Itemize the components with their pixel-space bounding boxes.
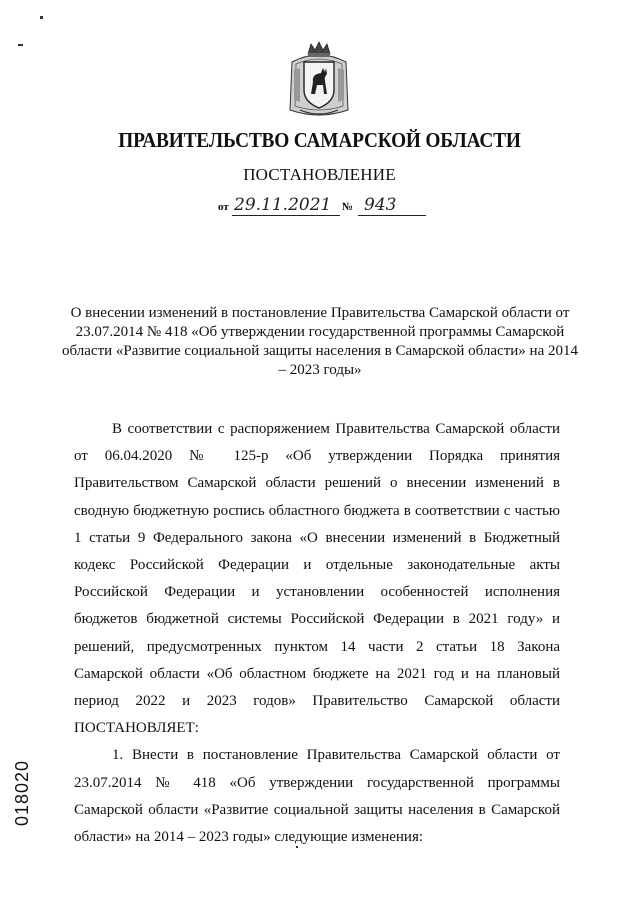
decree-title: ПОСТАНОВЛЕНИЕ xyxy=(243,165,396,184)
body-paragraph: В соответствии с распоряжением Правительства Самарской области от 06.04.2020 № 125-р «Об утверждении Порядка принятия Правительством Самарской области решений о внесении изменений в сводную бюджетную роспись областного бюджета в соответствии с частью 1 статьи 9 Федерального закона «О внесении изменений в Бюджетный кодекс Российской Федерации и отдельные законодательные акты Российской Федерации и установлении особенностей исполнения бюджетов бюджетной системы Российской Федерации в 2021 году» и решений, предусмотренных пунктом 14 части 2 статьи 18 Закона Самарской области «Об областном бюджете на 2021 год и на плановый период 2022 и 2023 годов» Правительство Самарской области ПОСТАНОВЛЯЕТ: xyxy=(74,421,560,737)
document-body xyxy=(74,416,560,851)
scan-mark xyxy=(40,16,43,19)
number-underline xyxy=(358,215,426,216)
date-number-line xyxy=(218,194,428,216)
number-prefix: № xyxy=(342,201,354,213)
government-title: ПРАВИТЕЛЬСТВО САМАРСКОЙ ОБЛАСТИ xyxy=(118,128,521,152)
date-underline xyxy=(232,215,340,216)
number-value: 943 xyxy=(364,195,397,215)
body-paragraph: 1. Внести в постановление Правительства Самарской области от 23.07.2014 № 418 «Об утверждении государственной программы Самарской области «Развитие социальной защиты населения в Самарской области» на 2014 – 2023 годы» следующие изменения: xyxy=(74,747,560,846)
margin-serial-number: 018020 xyxy=(12,759,32,826)
document-subject: О внесении изменений в постановление Правительства Самарской области от 23.07.2014 № 418 «Об утверждении государственной программы Самарской области «Развитие социальной защиты населения в Самарской области» на 2014 – 2023 годы» xyxy=(62,305,578,378)
date-value: 29.11.2021 xyxy=(234,195,332,215)
date-prefix: от xyxy=(218,201,229,213)
samara-coat-of-arms-icon xyxy=(286,40,352,120)
scan-mark xyxy=(296,846,298,848)
scan-mark xyxy=(18,44,23,46)
